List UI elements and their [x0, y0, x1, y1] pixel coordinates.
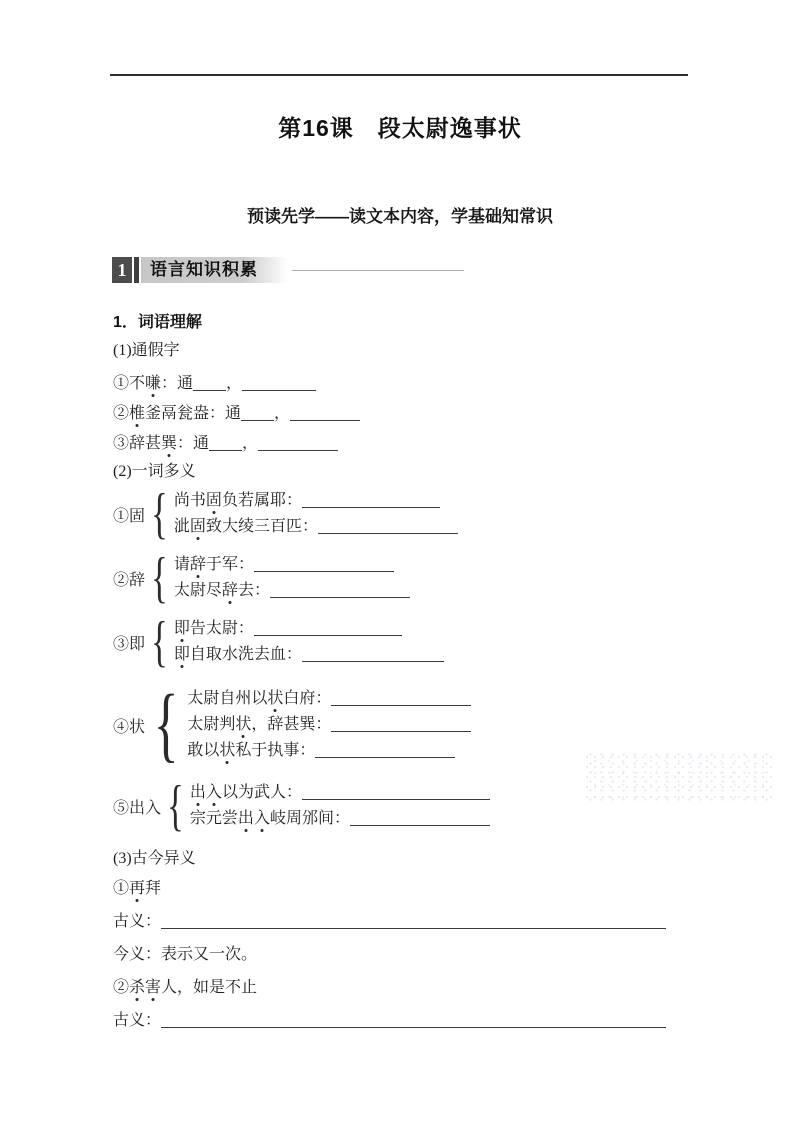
text-run: 釜鬲瓮盎：通 — [145, 405, 242, 422]
emphasized-char: 杀 — [129, 979, 146, 996]
tongjiazi-item — [113, 429, 360, 459]
gujin-term — [113, 975, 666, 1001]
answer-blank — [258, 436, 338, 451]
answer-blank — [242, 376, 316, 391]
answer-blank — [161, 1013, 666, 1028]
preview-subtitle: 预读先学——读文本内容，学基础知常识 — [247, 207, 553, 226]
text-run: 白府： — [283, 690, 332, 707]
tongjiazi-item — [113, 369, 360, 399]
polysemy-line — [190, 806, 490, 832]
text-run: 以为武人： — [221, 784, 302, 801]
text-run: 太尉判 — [187, 716, 236, 733]
section-number: 1 — [117, 260, 127, 280]
answer-blank — [331, 717, 471, 732]
polysemy-line — [187, 738, 471, 764]
text-run: ，辞甚巽： — [251, 716, 332, 733]
gujin-term — [113, 876, 666, 902]
part3-heading: (3)古今异义 — [113, 850, 196, 867]
text-run: 拜 — [145, 880, 162, 897]
text-run: 请 — [173, 556, 190, 573]
emphasized-char: 状 — [267, 690, 284, 707]
text-run: 自取水洗去血： — [189, 646, 302, 663]
polysemy-group — [113, 678, 490, 772]
emphasized-char: 辞 — [189, 556, 206, 573]
text-run: 私于执事： — [235, 742, 316, 759]
gujin-row-label: 今义： — [113, 946, 162, 963]
emphasized-char: 状 — [235, 716, 252, 733]
part-polysemy — [113, 462, 490, 844]
brace: { — [151, 546, 168, 609]
emphasized-char: 害 — [145, 979, 162, 996]
polysemy-word-label: ⑤出入 — [113, 799, 162, 817]
text-run: 敢以 — [187, 742, 220, 759]
text-run: 去： — [237, 582, 270, 599]
polysemy-groups — [113, 482, 490, 844]
text-run: ① — [113, 880, 130, 897]
part2-heading: (2)一词多义 — [113, 463, 196, 480]
polysemy-line — [187, 686, 471, 712]
polysemy-group — [113, 546, 490, 609]
text-run: 岐周邠间： — [269, 810, 350, 827]
part1-heading: (1)通假字 — [113, 342, 180, 359]
polysemy-word-label: ①固 — [113, 507, 146, 525]
gujin-row — [113, 909, 666, 935]
text-run: 人，如是不止 — [161, 979, 258, 996]
comma: ， — [242, 435, 259, 452]
emphasized-char: 固 — [205, 492, 222, 509]
tongjiazi-item — [113, 399, 360, 429]
polysemy-word-label: ④状 — [113, 718, 146, 736]
polysemy-lines — [190, 780, 490, 832]
gujin-row — [113, 1008, 666, 1034]
text-run: ：通 — [177, 435, 210, 452]
section-rule — [292, 270, 464, 271]
text-run: 尚书 — [173, 492, 206, 509]
polysemy-lines — [174, 488, 458, 540]
text-run: ② — [113, 405, 130, 422]
polysemy-word-label: ③即 — [113, 635, 146, 653]
polysemy-group — [113, 610, 490, 673]
lesson-title: 第16课 段太尉逸事状 — [278, 115, 522, 141]
brace: { — [167, 774, 184, 837]
text-run: 泚 — [173, 518, 190, 535]
gujin-row-label: 古义： — [113, 913, 162, 930]
part-tongjiazi — [113, 341, 360, 459]
section-number-badge — [112, 257, 139, 283]
polysemy-word-label: ②辞 — [113, 571, 146, 589]
text-run: 于军： — [205, 556, 254, 573]
question-1-heading: 1．词语理解 — [113, 314, 202, 331]
polysemy-line — [174, 552, 410, 578]
emphasized-char: 出 — [189, 784, 206, 801]
polysemy-group — [113, 482, 490, 545]
emphasized-char: 嗛 — [145, 375, 162, 392]
answer-blank — [350, 811, 490, 826]
comma: ， — [226, 375, 243, 392]
gujin-row-label: 古义： — [113, 1012, 162, 1029]
brace: { — [151, 482, 168, 545]
text-run: 致大绫三百匹： — [205, 518, 318, 535]
emphasized-char: 入 — [253, 810, 270, 827]
polysemy-lines — [174, 616, 444, 668]
text-run: 太尉自州以 — [187, 690, 268, 707]
gujin-row — [113, 942, 666, 968]
polysemy-group — [113, 774, 490, 837]
polysemy-lines — [174, 552, 410, 604]
text-run: 宗元尝 — [189, 810, 238, 827]
section-label: 语言知识积累 — [141, 257, 288, 283]
brace: { — [151, 610, 168, 673]
text-run: 负若属耶： — [221, 492, 302, 509]
answer-blank — [241, 406, 274, 421]
answer-blank — [270, 583, 410, 598]
section-header — [112, 256, 464, 284]
polysemy-line — [190, 780, 490, 806]
comma: ， — [274, 405, 291, 422]
text-run: ①不 — [113, 375, 146, 392]
emphasized-char: 再 — [129, 880, 146, 897]
polysemy-lines — [187, 686, 471, 764]
text-run: ：通 — [161, 375, 194, 392]
polysemy-line — [174, 578, 410, 604]
text-run: 太尉尽 — [173, 582, 222, 599]
gujin-items — [113, 876, 666, 1034]
emphasized-char: 入 — [205, 784, 222, 801]
answer-blank — [302, 647, 444, 662]
answer-blank — [302, 493, 440, 508]
polysemy-line — [174, 642, 444, 668]
text-run: 告太尉： — [189, 620, 254, 637]
polysemy-line — [174, 488, 458, 514]
answer-blank — [318, 519, 458, 534]
brace: { — [153, 678, 179, 772]
answer-blank — [254, 621, 402, 636]
answer-blank — [331, 691, 471, 706]
emphasized-char: 即 — [173, 646, 190, 663]
answer-blank — [209, 436, 242, 451]
polysemy-line — [174, 616, 444, 642]
emphasized-char: 固 — [189, 518, 206, 535]
emphasized-char: 状 — [219, 742, 236, 759]
gujin-row-text: 表示又一次。 — [161, 946, 258, 963]
tongjiazi-items — [113, 369, 360, 459]
text-run: ② — [113, 979, 130, 996]
top-rule — [110, 74, 688, 76]
text-run: ③辞甚 — [113, 435, 162, 452]
answer-blank — [161, 914, 666, 929]
emphasized-char: 巽 — [161, 435, 178, 452]
emphasized-char: 出 — [237, 810, 254, 827]
answer-blank — [193, 376, 226, 391]
emphasized-char: 即 — [173, 620, 190, 637]
polysemy-line — [174, 514, 458, 540]
polysemy-line — [187, 712, 471, 738]
emphasized-char: 辞 — [221, 582, 238, 599]
watermark — [585, 750, 773, 802]
emphasized-char: 椎 — [129, 405, 146, 422]
answer-blank — [290, 406, 360, 421]
answer-blank — [254, 557, 394, 572]
answer-blank — [315, 743, 455, 758]
answer-blank — [302, 785, 490, 800]
part-gujin — [113, 849, 666, 1034]
